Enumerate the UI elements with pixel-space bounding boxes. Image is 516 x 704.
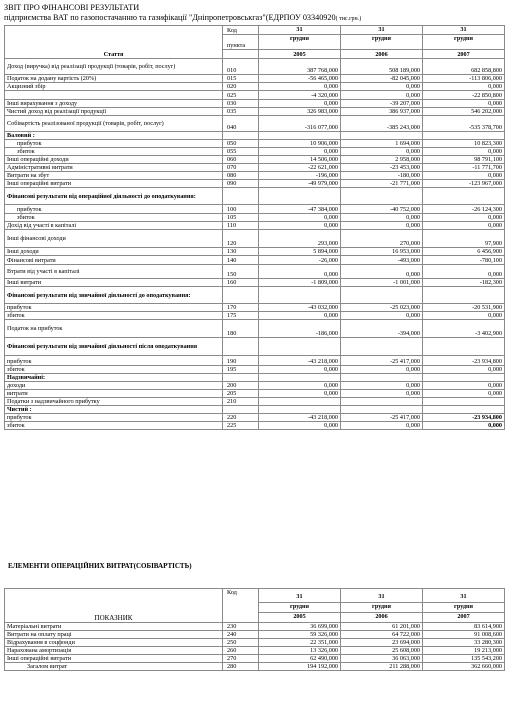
header-period-3-year: 2007 — [423, 50, 505, 59]
table-row — [5, 312, 505, 320]
row-value-2005: 0,000 — [259, 312, 341, 320]
row-value-2005 — [259, 188, 341, 205]
row-value-2006: 36 063,000 — [341, 655, 423, 663]
row-label: збиток — [5, 312, 223, 320]
row-value-2007: 98 791,100 — [423, 156, 505, 164]
row-code: 040 — [223, 116, 259, 132]
row-label: Чистий : — [5, 406, 223, 414]
row-label: Дохід від участі в капіталі — [5, 222, 223, 230]
row-code: 070 — [223, 164, 259, 172]
row-label: Інші операційні доходи — [5, 156, 223, 164]
row-code: 080 — [223, 172, 259, 180]
row-value-2005: 0,000 — [259, 214, 341, 222]
row-value-2007: 19 213,000 — [423, 647, 505, 655]
row-value-2007: 0,000 — [423, 222, 505, 230]
row-value-2005: 194 192,000 — [259, 663, 341, 671]
t2-period-1-day: 31 — [259, 589, 341, 603]
row-value-2006: -40 752,000 — [341, 205, 423, 214]
table-row — [5, 222, 505, 230]
row-code — [223, 338, 259, 356]
row-value-2006: 0,000 — [341, 214, 423, 222]
table-row — [5, 639, 505, 647]
row-code: 220 — [223, 414, 259, 422]
row-code: 010 — [223, 59, 259, 75]
row-value-2006: -385 243,000 — [341, 116, 423, 132]
row-value-2005: -186,000 — [259, 320, 341, 338]
row-value-2007: 33 280,300 — [423, 639, 505, 647]
table-row — [5, 91, 505, 100]
row-value-2005: 14 506,000 — [259, 156, 341, 164]
row-code: 030 — [223, 100, 259, 108]
row-value-2006: -25 417,000 — [341, 414, 423, 422]
row-value-2005: 0,000 — [259, 366, 341, 374]
row-value-2005: 36 699,000 — [259, 623, 341, 631]
row-value-2006 — [341, 338, 423, 356]
header-kod-t2: Код — [223, 589, 259, 623]
row-label: Нарахована амортизація — [5, 647, 223, 655]
table-row — [5, 116, 505, 132]
report-units: ( тис.грн.) — [335, 16, 362, 22]
row-value-2006: 0,000 — [341, 83, 423, 91]
table-row — [5, 304, 505, 312]
row-value-2007 — [423, 374, 505, 382]
row-value-2005: -47 384,000 — [259, 205, 341, 214]
table-row — [5, 83, 505, 91]
row-label: Податки з надзвичайного прибутку — [5, 398, 223, 406]
row-label: Валовий : — [5, 132, 223, 140]
row-value-2005: 59 326,000 — [259, 631, 341, 639]
row-label: Загалом витрат — [5, 663, 223, 671]
header-period-2-day: 31 — [341, 26, 423, 35]
row-label: Матеріальні витрати — [5, 623, 223, 631]
row-code — [223, 188, 259, 205]
row-value-2006: 0,000 — [341, 422, 423, 430]
row-value-2006 — [341, 374, 423, 382]
report-subtitle-text: підприємства ВАТ по газопостачанню та газифікації "Дніпропетровськгаз"(ЕДРПОУ 03340920 — [4, 13, 336, 22]
row-value-2005: -43 032,000 — [259, 304, 341, 312]
row-value-2007: -20 531,900 — [423, 304, 505, 312]
table-row — [5, 623, 505, 631]
row-label: Інші операційні витрати — [5, 655, 223, 663]
table-row — [5, 100, 505, 108]
row-label: Податок на прибуток — [5, 320, 223, 338]
row-value-2005 — [259, 287, 341, 304]
row-value-2006: 0,000 — [341, 265, 423, 279]
row-value-2005: 0,000 — [259, 422, 341, 430]
row-value-2006 — [341, 406, 423, 414]
row-value-2007: 0,000 — [423, 214, 505, 222]
row-label: прибуток — [5, 140, 223, 148]
row-value-2005: 13 326,000 — [259, 647, 341, 655]
row-value-2006: 0,000 — [341, 91, 423, 100]
header-period-3-month: грудня — [423, 35, 505, 50]
row-code: 170 — [223, 304, 259, 312]
row-label: прибуток — [5, 414, 223, 422]
row-value-2006: -82 045,000 — [341, 75, 423, 83]
row-code: 175 — [223, 312, 259, 320]
row-value-2007: -535 378,700 — [423, 116, 505, 132]
row-label: Фінансові результати від звичайної діяльності до оподаткування: — [5, 287, 223, 304]
row-value-2006: 0,000 — [341, 390, 423, 398]
t2-period-3-day: 31 — [423, 589, 505, 603]
row-value-2006: 508 189,000 — [341, 59, 423, 75]
row-label: прибуток — [5, 304, 223, 312]
row-value-2007: 0,000 — [423, 172, 505, 180]
row-code: 250 — [223, 639, 259, 647]
row-code: 150 — [223, 265, 259, 279]
row-value-2005: -56 465,000 — [259, 75, 341, 83]
row-value-2007: 6 456,900 — [423, 248, 505, 256]
row-value-2007: 0,000 — [423, 100, 505, 108]
row-value-2006: 211 288,000 — [341, 663, 423, 671]
row-value-2007: -3 402,900 — [423, 320, 505, 338]
t2-period-2-day: 31 — [341, 589, 423, 603]
row-label: Фінансові результати від операційної діяльності до оподаткування: — [5, 188, 223, 205]
row-value-2005: -1 809,000 — [259, 279, 341, 287]
row-value-2005: -43 218,000 — [259, 356, 341, 366]
t2-period-1-month: грудня — [259, 603, 341, 613]
row-code — [223, 406, 259, 414]
row-value-2006: 1 694,000 — [341, 140, 423, 148]
table-row — [5, 248, 505, 256]
row-value-2007: 682 858,800 — [423, 59, 505, 75]
row-value-2005: -43 218,000 — [259, 414, 341, 422]
row-value-2005: 10 906,000 — [259, 140, 341, 148]
row-value-2006: 61 201,000 — [341, 623, 423, 631]
t2-period-3-year: 2007 — [423, 613, 505, 623]
row-code — [223, 287, 259, 304]
row-value-2006: -25 417,000 — [341, 356, 423, 366]
row-value-2006: -21 771,000 — [341, 180, 423, 188]
row-label: Втрати від участі в капіталі — [5, 265, 223, 279]
header-kod-blank — [223, 50, 259, 59]
header-period-2-year: 2006 — [341, 50, 423, 59]
row-value-2007: -23 934,800 — [423, 356, 505, 366]
row-value-2005: 62 490,000 — [259, 655, 341, 663]
row-code: 020 — [223, 83, 259, 91]
row-value-2005: 0,000 — [259, 100, 341, 108]
row-label: Доход (виручка) від реалізації продукції (товарів, робіт, послуг) — [5, 59, 223, 75]
row-code: 260 — [223, 647, 259, 655]
header-kod-2: пункта — [223, 35, 259, 50]
row-label: збиток — [5, 214, 223, 222]
row-label: Фінансові результати від звичайної діяльності після оподаткування — [5, 338, 223, 356]
report-title: ЗВІТ ПРО ФІНАНСОВІ РЕЗУЛЬТАТИ — [4, 3, 140, 12]
row-label: Інші вирахування з доходу — [5, 100, 223, 108]
row-value-2005: 387 768,000 — [259, 59, 341, 75]
row-value-2007: -26 124,300 — [423, 205, 505, 214]
row-value-2005: -4 320,000 — [259, 91, 341, 100]
table-row — [5, 398, 505, 406]
table-row — [5, 180, 505, 188]
row-value-2007: -22 850,800 — [423, 91, 505, 100]
header-period-2-month: грудня — [341, 35, 423, 50]
row-value-2007: 0,000 — [423, 312, 505, 320]
row-value-2006: -1 001,000 — [341, 279, 423, 287]
row-value-2005: -196,000 — [259, 172, 341, 180]
row-value-2006: 270,000 — [341, 230, 423, 248]
header-pokaznyk: ПОКАЗНИК — [5, 589, 223, 623]
row-code: 230 — [223, 623, 259, 631]
table-row — [5, 205, 505, 214]
row-value-2006: 0,000 — [341, 366, 423, 374]
table-row — [5, 663, 505, 671]
row-value-2005: -22 621,000 — [259, 164, 341, 172]
row-code: 130 — [223, 248, 259, 256]
row-value-2006 — [341, 398, 423, 406]
row-code: 180 — [223, 320, 259, 338]
operating-expenses-table — [4, 588, 505, 671]
row-value-2005: 22 351,000 — [259, 639, 341, 647]
header-stattia: Стаття — [5, 26, 223, 59]
row-label: прибуток — [5, 356, 223, 366]
row-code: 200 — [223, 382, 259, 390]
table-row — [5, 256, 505, 265]
row-value-2005 — [259, 398, 341, 406]
row-value-2007: 83 614,900 — [423, 623, 505, 631]
header-period-3-day: 31 — [423, 26, 505, 35]
row-value-2006 — [341, 188, 423, 205]
row-value-2007: 0,000 — [423, 390, 505, 398]
row-code: 120 — [223, 230, 259, 248]
row-value-2006: 0,000 — [341, 148, 423, 156]
header-kod: Код — [223, 26, 259, 35]
row-value-2007 — [423, 338, 505, 356]
row-code: 100 — [223, 205, 259, 214]
table-row — [5, 338, 505, 356]
row-code: 090 — [223, 180, 259, 188]
row-value-2005 — [259, 374, 341, 382]
t2-period-1-year: 2005 — [259, 613, 341, 623]
section2-title: ЕЛЕМЕНТИ ОПЕРАЦІЙНИХ ВИТРАТ(СОБІВАРТІСТЬ) — [8, 562, 192, 570]
row-label: Витрати на збут — [5, 172, 223, 180]
row-value-2005: 0,000 — [259, 148, 341, 156]
row-value-2005: 5 894,000 — [259, 248, 341, 256]
row-value-2006: 386 937,000 — [341, 108, 423, 116]
row-value-2006 — [341, 132, 423, 140]
row-label: збиток — [5, 422, 223, 430]
row-value-2007: 91 008,600 — [423, 631, 505, 639]
table-row — [5, 382, 505, 390]
row-value-2007: -11 771,700 — [423, 164, 505, 172]
table-row — [5, 374, 505, 382]
row-code: 195 — [223, 366, 259, 374]
table-row — [5, 390, 505, 398]
row-value-2006: 23 694,000 — [341, 639, 423, 647]
row-value-2005: 0,000 — [259, 382, 341, 390]
row-value-2005: 0,000 — [259, 265, 341, 279]
row-label: збиток — [5, 366, 223, 374]
row-value-2005: 326 983,000 — [259, 108, 341, 116]
row-code: 025 — [223, 91, 259, 100]
table-row — [5, 172, 505, 180]
row-value-2007 — [423, 188, 505, 205]
row-code: 225 — [223, 422, 259, 430]
row-value-2007: -113 806,000 — [423, 75, 505, 83]
table-row — [5, 108, 505, 116]
table-row — [5, 188, 505, 205]
row-label: прибуток — [5, 205, 223, 214]
row-label — [5, 91, 223, 100]
row-code: 160 — [223, 279, 259, 287]
table-row — [5, 265, 505, 279]
table-row — [5, 414, 505, 422]
row-value-2007: -780,100 — [423, 256, 505, 265]
row-value-2006: -23 453,000 — [341, 164, 423, 172]
row-label: Фінансові витрати — [5, 256, 223, 265]
row-label: Надзвичайні: — [5, 374, 223, 382]
row-value-2005: -316 077,000 — [259, 116, 341, 132]
table-row — [5, 156, 505, 164]
row-value-2006: -180,000 — [341, 172, 423, 180]
header-period-1-day: 31 — [259, 26, 341, 35]
header-period-1-year: 2005 — [259, 50, 341, 59]
row-value-2007 — [423, 398, 505, 406]
operating-expenses-body — [5, 623, 505, 671]
table-row — [5, 59, 505, 75]
row-value-2006 — [341, 287, 423, 304]
financial-results-table — [4, 25, 505, 430]
row-code: 205 — [223, 390, 259, 398]
table-row — [5, 631, 505, 639]
report-subtitle — [4, 13, 512, 24]
row-value-2006: 16 953,000 — [341, 248, 423, 256]
row-code: 055 — [223, 148, 259, 156]
row-value-2005: 0,000 — [259, 83, 341, 91]
row-value-2006: -493,000 — [341, 256, 423, 265]
row-label: Акцизний збір — [5, 83, 223, 91]
row-value-2006: 2 958,000 — [341, 156, 423, 164]
row-value-2007 — [423, 132, 505, 140]
row-value-2007: 0,000 — [423, 83, 505, 91]
row-code: 050 — [223, 140, 259, 148]
row-value-2006: 0,000 — [341, 222, 423, 230]
t2-period-2-year: 2006 — [341, 613, 423, 623]
table-row — [5, 422, 505, 430]
row-code: 190 — [223, 356, 259, 366]
row-code: 015 — [223, 75, 259, 83]
row-value-2006: -39 207,000 — [341, 100, 423, 108]
row-value-2007: 0,000 — [423, 148, 505, 156]
table-row — [5, 647, 505, 655]
table-row — [5, 164, 505, 172]
row-label: Відрахування в соцфонди — [5, 639, 223, 647]
table-row — [5, 75, 505, 83]
row-value-2007: -23 934,800 — [423, 414, 505, 422]
row-value-2007 — [423, 406, 505, 414]
row-value-2007 — [423, 287, 505, 304]
row-code: 240 — [223, 631, 259, 639]
row-label: Інші фінансові доходи — [5, 230, 223, 248]
row-value-2005: 0,000 — [259, 390, 341, 398]
table-row — [5, 132, 505, 140]
t2-period-2-month: грудня — [341, 603, 423, 613]
table-row — [5, 366, 505, 374]
row-value-2007: -123 967,000 — [423, 180, 505, 188]
row-value-2005 — [259, 338, 341, 356]
row-value-2005 — [259, 132, 341, 140]
row-value-2007: 0,000 — [423, 422, 505, 430]
table-row — [5, 655, 505, 663]
table-row — [5, 214, 505, 222]
row-code: 140 — [223, 256, 259, 265]
row-value-2005: -26,000 — [259, 256, 341, 265]
row-value-2007: 0,000 — [423, 366, 505, 374]
table-row — [5, 320, 505, 338]
row-label: Інші витрати — [5, 279, 223, 287]
table-row — [5, 140, 505, 148]
table-row — [5, 230, 505, 248]
row-label: Витрати на оплату праці — [5, 631, 223, 639]
row-value-2007: -182,300 — [423, 279, 505, 287]
row-label: Інші операційні витрати — [5, 180, 223, 188]
row-value-2007: 97,900 — [423, 230, 505, 248]
row-code: 270 — [223, 655, 259, 663]
financial-results-body — [5, 59, 505, 430]
row-value-2005 — [259, 406, 341, 414]
table-row — [5, 287, 505, 304]
row-value-2007: 362 660,000 — [423, 663, 505, 671]
row-label: збиток — [5, 148, 223, 156]
row-value-2005: 0,000 — [259, 222, 341, 230]
row-value-2005: 293,000 — [259, 230, 341, 248]
row-label: витрати — [5, 390, 223, 398]
table-row — [5, 406, 505, 414]
table-row — [5, 148, 505, 156]
row-code — [223, 132, 259, 140]
header-period-1-month: грудня — [259, 35, 341, 50]
t2-period-3-month: грудня — [423, 603, 505, 613]
row-label: Чистий доход від реалізації продукції — [5, 108, 223, 116]
row-code: 060 — [223, 156, 259, 164]
row-label: Податок на додану вартість (20%) — [5, 75, 223, 83]
row-code: 110 — [223, 222, 259, 230]
table-row — [5, 279, 505, 287]
row-code: 280 — [223, 663, 259, 671]
row-value-2005: -49 979,000 — [259, 180, 341, 188]
row-value-2006: 25 608,000 — [341, 647, 423, 655]
row-label: Собівартість реалізованої продукції (товарів, робіт, послуг) — [5, 116, 223, 132]
table-row — [5, 356, 505, 366]
row-code: 105 — [223, 214, 259, 222]
row-value-2006: 64 722,000 — [341, 631, 423, 639]
row-value-2006: 0,000 — [341, 312, 423, 320]
row-value-2006: -25 023,000 — [341, 304, 423, 312]
row-value-2007: 546 202,000 — [423, 108, 505, 116]
row-value-2006: 0,000 — [341, 382, 423, 390]
row-value-2007: 0,000 — [423, 265, 505, 279]
row-label: доходи — [5, 382, 223, 390]
row-value-2007: 0,000 — [423, 382, 505, 390]
row-label: Інші доходи — [5, 248, 223, 256]
row-code — [223, 374, 259, 382]
row-code: 035 — [223, 108, 259, 116]
row-value-2007: 10 823,300 — [423, 140, 505, 148]
row-label: Адміністративні витрати — [5, 164, 223, 172]
row-code: 210 — [223, 398, 259, 406]
row-value-2006: -394,000 — [341, 320, 423, 338]
row-value-2007: 135 543,200 — [423, 655, 505, 663]
